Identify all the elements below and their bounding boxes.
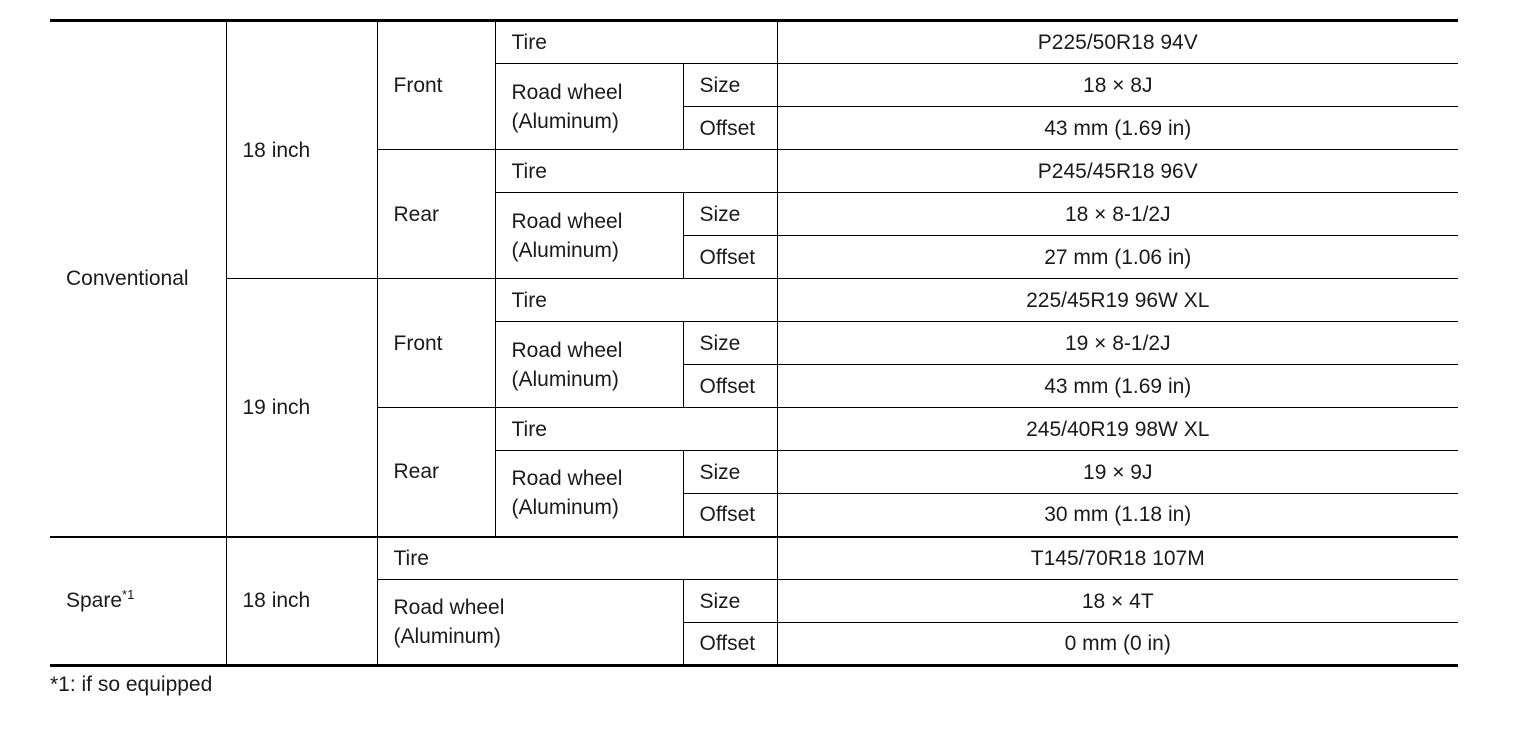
offset-label: Offset [683,365,777,408]
tire-value: T145/70R18 107M [777,537,1458,580]
table-row [50,21,1458,64]
spare-size-inch: 18 inch [226,537,377,666]
tire-label: Tire [495,408,777,451]
tire-value: 245/40R19 98W XL [777,408,1458,451]
size-value: 18 × 4T [777,580,1458,623]
road-wheel-text: Road wheel [511,80,623,104]
position-front: Front [377,21,495,150]
tire-value: P225/50R18 94V [777,21,1458,64]
size-value: 19 × 8-1/2J [777,322,1458,365]
size-label: Size [683,451,777,494]
size-18-inch: 18 inch [226,21,377,279]
position-rear: Rear [377,150,495,279]
offset-value: 43 mm (1.69 in) [777,107,1458,150]
size-value: 18 × 8-1/2J [777,193,1458,236]
type-conventional: Conventional [50,21,226,537]
aluminum-text: (Aluminum) [393,625,501,648]
tire-value: P245/45R18 96V [777,150,1458,193]
road-wheel-label [495,64,683,150]
aluminum-text: (Aluminum) [511,367,619,391]
tire-wheel-spec-table [50,19,1458,667]
road-wheel-text: Road wheel [393,596,505,619]
position-rear: Rear [377,408,495,537]
size-label: Size [683,193,777,236]
position-front: Front [377,279,495,408]
tire-label: Tire [495,150,777,193]
type-spare [50,537,226,666]
size-19-inch: 19 inch [226,279,377,537]
road-wheel-text: Road wheel [511,209,623,233]
spare-label: Spare [66,589,123,613]
offset-value: 0 mm (0 in) [777,623,1458,666]
aluminum-text: (Aluminum) [511,238,619,262]
offset-label: Offset [683,623,777,666]
offset-label: Offset [683,236,777,279]
road-wheel-label [495,322,683,408]
offset-label: Offset [683,494,777,537]
table-row [50,279,1458,322]
size-label: Size [683,580,777,623]
tire-value: 225/45R19 96W XL [777,279,1458,322]
offset-value: 43 mm (1.69 in) [777,365,1458,408]
road-wheel-label [377,580,683,666]
size-value: 18 × 8J [777,64,1458,107]
road-wheel-label [495,451,683,537]
aluminum-text: (Aluminum) [511,109,619,133]
road-wheel-text: Road wheel [511,338,623,362]
aluminum-text: (Aluminum) [511,496,619,520]
size-label: Size [683,322,777,365]
spare-footnote-marker: *1 [122,587,135,603]
table-row [50,537,1458,580]
tire-label: Tire [495,21,777,64]
size-value: 19 × 9J [777,451,1458,494]
footnote: *1: if so equipped [50,673,213,696]
road-wheel-label [495,193,683,279]
offset-label: Offset [683,107,777,150]
road-wheel-text: Road wheel [511,467,623,491]
offset-value: 30 mm (1.18 in) [777,494,1458,537]
offset-value: 27 mm (1.06 in) [777,236,1458,279]
size-label: Size [683,64,777,107]
tire-label: Tire [495,279,777,322]
tire-label: Tire [377,537,777,580]
